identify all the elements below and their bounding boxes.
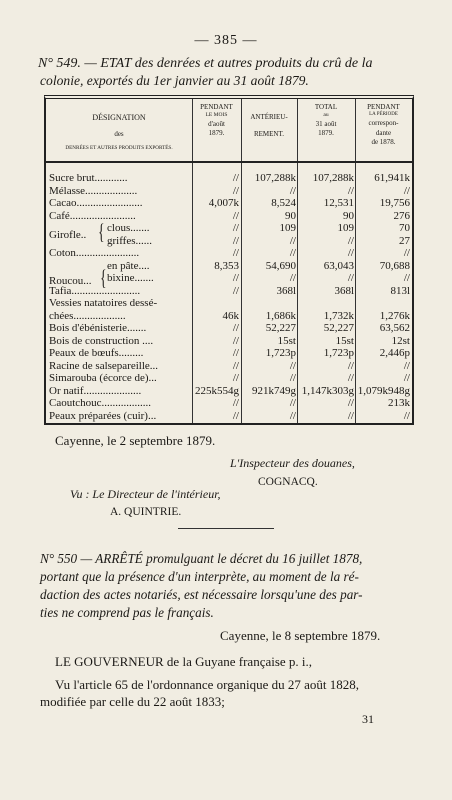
table-cell: 4,007k [208,197,239,209]
brace-girofle: { [98,219,105,244]
table-cell: // [347,234,354,247]
table-row [46,323,412,335]
table-cell: // [232,372,239,384]
table-cell: Vessies natatoires dessé- [49,298,158,309]
doc550-governor: LE GOUVERNEUR de la Guyane française p. i., [55,654,313,669]
table-row [46,173,412,185]
table-cell: 2,446p [379,347,410,359]
table-row [46,411,412,423]
table-row [46,248,412,260]
table-cell: // [289,397,296,409]
brace-label-roucou: Roucou... [49,275,92,287]
doc550-line2: portant que la présence d'un interprète, au moment de la ré- [40,569,359,584]
table-cell: Cacao........................ [49,198,143,209]
table-cell: // [347,184,354,197]
doc549-heading-line1: N° 549. — ETAT des denrées et autres produits du crû de la [38,56,373,71]
table-cell: 15st [335,334,354,347]
table-cell: // [347,247,354,259]
table-cell: Bois de construction .... [49,335,154,347]
table-row [46,336,412,348]
table-cell: 368l [276,284,296,297]
table-cell: 1,147k303g [301,384,354,397]
table-cell: Or natif..................... [49,385,142,397]
table-cell: Peaux de bœufs......... [49,348,144,359]
table-cell: clous....... [107,223,150,234]
export-table [44,95,414,425]
doc549-place-date: Cayenne, le 2 septembre 1879. [55,433,216,448]
table-cell: // [347,409,354,422]
table-cell: // [232,284,239,297]
table-cell: 1,686k [265,309,296,322]
table-cell: 1,723p [265,347,296,359]
table-cell: 12,531 [323,197,354,209]
table-cell: 54,690 [265,259,296,272]
table-cell: // [232,409,239,422]
table-cell: // [289,234,296,247]
section-divider [178,528,274,529]
table-row [46,348,412,360]
table-cell: en pâte.... [107,260,150,272]
doc550-vu-line1: Vu l'article 65 de l'ordonnance organique du 27 août 1828, [55,677,360,692]
table-row [46,361,412,373]
table-cell: // [403,359,410,372]
page-number: — 385 — [194,33,258,48]
table-cell: bixine....... [107,273,154,284]
table-cell: // [232,172,239,184]
table-cell: 27 [399,234,410,247]
col-header-period-1878: PENDANT LA PÉRIODE correspon- dante de 1878. [367,103,400,147]
doc549-seen-name: A. QUINTRIE. [110,506,182,518]
table-cell: 8,524 [271,197,296,209]
table-cell: // [232,272,239,284]
table-cell: // [403,184,410,197]
table-cell: // [232,347,239,359]
table-cell: // [403,409,410,422]
signature-mark: 31 [362,712,374,726]
doc550-line3: daction des actes notariés, est nécessaire lorsqu'une des par- [40,587,363,602]
table-row [46,311,412,323]
table-row [46,386,412,398]
table-cell: 213k [388,397,410,409]
table-cell: // [232,359,239,372]
table-cell: // [232,234,239,247]
table-cell: Mélasse................... [49,185,138,197]
table-cell: 70 [399,222,410,234]
table-cell: 19,756 [379,197,410,209]
table-cell: // [289,247,296,259]
table-row [46,186,412,198]
table-cell: 1,732k [323,309,354,322]
table-cell: // [232,184,239,197]
brace-label-girofle: Girofle.. [49,229,87,241]
table-cell: 921k749g [252,384,296,397]
table-cell: 1,079k948g [357,384,410,397]
table-cell: // [232,322,239,334]
table-cell: 1,723p [323,347,354,359]
table-cell: Simarouba (écorce de)... [49,373,157,384]
table-row [46,298,412,310]
table-cell: 52,227 [265,322,296,334]
table-row [46,198,412,210]
doc549-inspector-title: L'Inspecteur des douanes, [230,456,355,470]
table-cell: griffes...... [107,235,153,247]
table-cell: 109 [279,222,296,234]
doc550-line1: N° 550 — ARRÊTÉ promulguant le décret du 16 juillet 1878, [40,551,363,566]
table-cell: // [232,222,239,234]
table-cell: 63,562 [379,322,410,334]
col-header-total: TOTAL au 31 août 1879. [314,103,338,138]
doc550-line4: ties ne comprend pas le français. [40,605,214,620]
table-cell: // [347,372,354,384]
table-cell: Coton....................... [49,248,140,259]
table-cell: Peaux préparées (cuir)... [49,410,157,422]
table-cell: // [289,409,296,422]
doc549-heading-line2: colonie, exportés du 1er janvier au 31 août 1879. [40,73,309,88]
table-cell: 109 [337,222,354,234]
col-header-designation: DÉSIGNATION des DENRÉES ET AUTRES PRODUITS EXPORTÉS. [65,113,173,152]
table-cell: 276 [393,209,410,222]
doc550-place-date: Cayenne, le 8 septembre 1879. [220,628,381,643]
col-header-month: PENDANT LE MOIS d'août 1879. [200,103,233,138]
table-cell: 107,288k [312,172,354,184]
table-cell: 15st [277,334,296,347]
brace-roucou: { [100,265,107,290]
table-cell: chées................... [49,310,126,322]
table-cell: // [403,272,410,284]
doc549-seen-by: Vu : Le Directeur de l'intérieur, [70,487,221,501]
table-cell: // [347,272,354,284]
table-cell: // [289,272,296,284]
table-cell: Caoutchouc.................. [49,398,152,409]
doc549-inspector-name: COGNACQ. [258,476,318,488]
table-cell: 90 [285,209,296,222]
table-cell: Bois d'ébénisterie....... [49,323,147,334]
table-cell: 52,227 [323,322,354,334]
table-cell: // [289,372,296,384]
table-cell: // [347,397,354,409]
table-cell: 46k [222,309,239,322]
table-cell: // [232,209,239,222]
table-cell: 8,353 [214,259,239,272]
table-cell: 813l [390,284,410,297]
table-cell: 1,276k [379,309,410,322]
table-cell: // [232,247,239,259]
table-cell: // [347,359,354,372]
doc550-vu-line2: modifiée par celle du 22 août 1833; [40,694,225,709]
table-cell: Racine de salsepareille... [49,360,159,372]
table-cell: 107,288k [254,172,296,184]
table-cell: 61,941k [374,172,410,184]
table-cell: 225k554g [195,384,239,397]
table-cell: Café........................ [49,210,136,222]
table-cell: // [232,397,239,409]
table-row [46,373,412,385]
table-cell: 12st [391,334,410,347]
table-cell: 63,043 [323,259,354,272]
table-cell: // [232,334,239,347]
table-cell: 90 [343,209,354,222]
table-cell: // [403,372,410,384]
table-cell: Sucre brut............ [49,173,128,184]
table-row [46,398,412,410]
table-cell: 70,688 [379,259,410,272]
table-cell: // [403,247,410,259]
table-cell: 368l [334,284,354,297]
table-cell: Tafia......................... [49,285,141,297]
col-header-previous: ANTÉRIEU- REMENT. [250,113,288,139]
table-cell: // [289,184,296,197]
table-cell: // [289,359,296,372]
